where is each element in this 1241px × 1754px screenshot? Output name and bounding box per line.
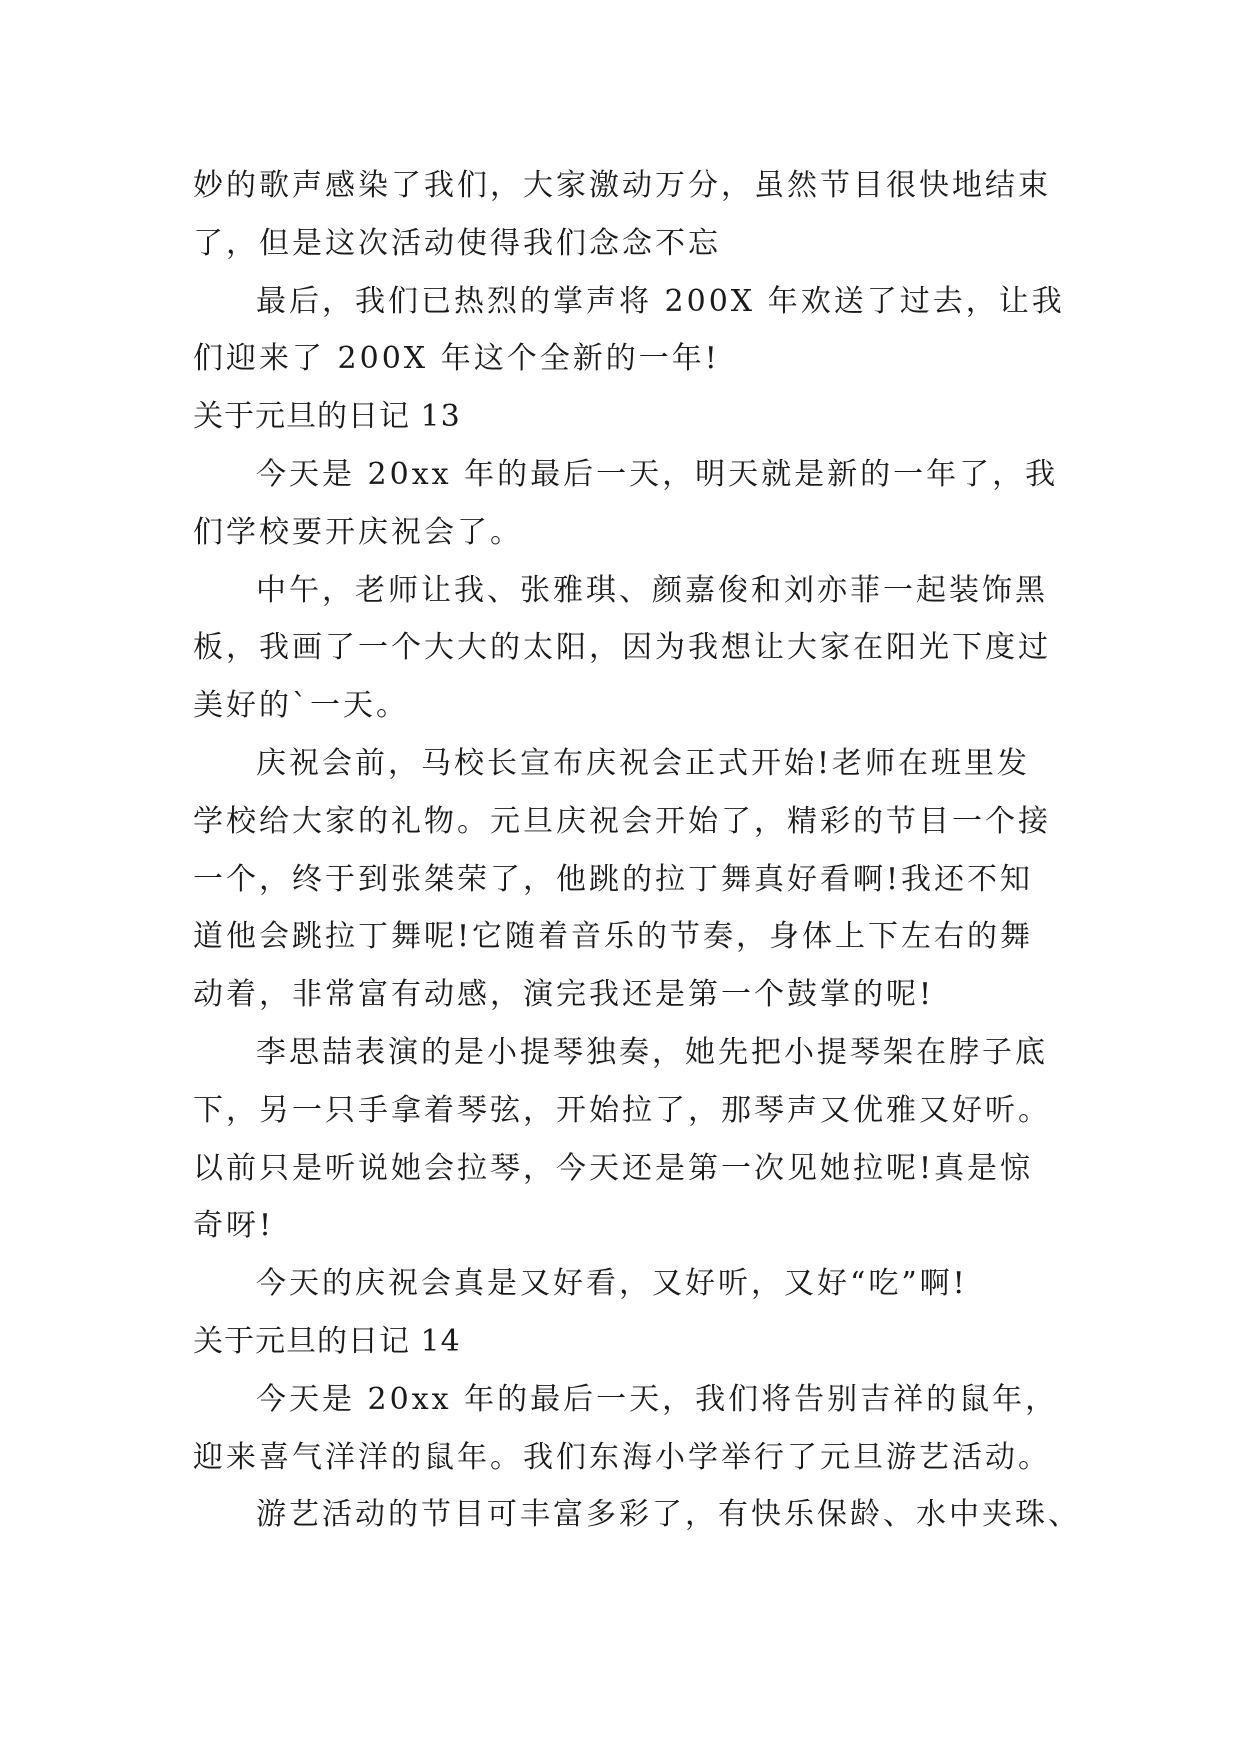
text-line: 下，另一只手拿着琴弦，开始拉了，那琴声又优雅又好听。 [193,1092,1051,1128]
text-line: 迎来喜气洋洋的鼠年。我们东海小学举行了元旦游艺活动。 [193,1439,1051,1475]
text-line: 道他会跳拉丁舞呢!它随着音乐的节奏，身体上下左右的舞 [193,919,1034,955]
text-line: 们迎来了 200X 年这个全新的一年! [193,341,720,377]
text-line: 板，我画了一个大大的太阳，因为我想让大家在阳光下度过 [193,630,1051,666]
text-line: 美好的`一天。 [193,688,409,724]
document-body [193,157,1081,1544]
paragraph-start-line: 今天的庆祝会真是又好看，又好听，又好“吃”啊! [256,1266,968,1302]
diary-heading-13: 关于元旦的日记 13 [193,399,461,435]
paragraph-start-line: 今天是 20xx 年的最后一天，我们将告别吉祥的鼠年， [256,1381,1059,1417]
diary-heading-14: 关于元旦的日记 14 [193,1323,461,1359]
paragraph-start-line: 最后，我们已热烈的掌声将 200X 年欢送了过去，让我 [256,283,1065,319]
text-line: 以前只是听说她会拉琴，今天还是第一次见她拉呢!真是惊 [193,1150,1034,1186]
paragraph-start-line: 游艺活动的节目可丰富多彩了，有快乐保龄、水中夹珠、 [256,1497,1081,1533]
text-line: 妙的歌声感染了我们，大家激动万分，虽然节目很快地结束 [193,168,1051,203]
paragraph-start-line: 今天是 20xx 年的最后一天，明天就是新的一年了，我 [256,456,1059,492]
text-line: 一个，终于到张桀荣了，他跳的拉丁舞真好看啊!我还不知 [193,861,1034,897]
text-line: 了，但是这次活动使得我们念念不忘 [193,225,721,261]
text-line: 奇呀! [193,1208,275,1244]
paragraph-start-line: 李思喆表演的是小提琴独奏，她先把小提琴架在脖子底 [256,1034,1048,1070]
paragraph-start-line: 中午，老师让我、张雅琪、颜嘉俊和刘亦菲一起装饰黑 [256,572,1048,608]
text-line: 们学校要开庆祝会了。 [193,514,523,550]
text-line: 动着，非常富有动感，演完我还是第一个鼓掌的呢! [193,977,935,1013]
text-line: 学校给大家的礼物。元旦庆祝会开始了，精彩的节目一个接 [193,803,1051,839]
paragraph-start-line: 庆祝会前，马校长宣布庆祝会正式开始!老师在班里发 [256,745,1031,781]
